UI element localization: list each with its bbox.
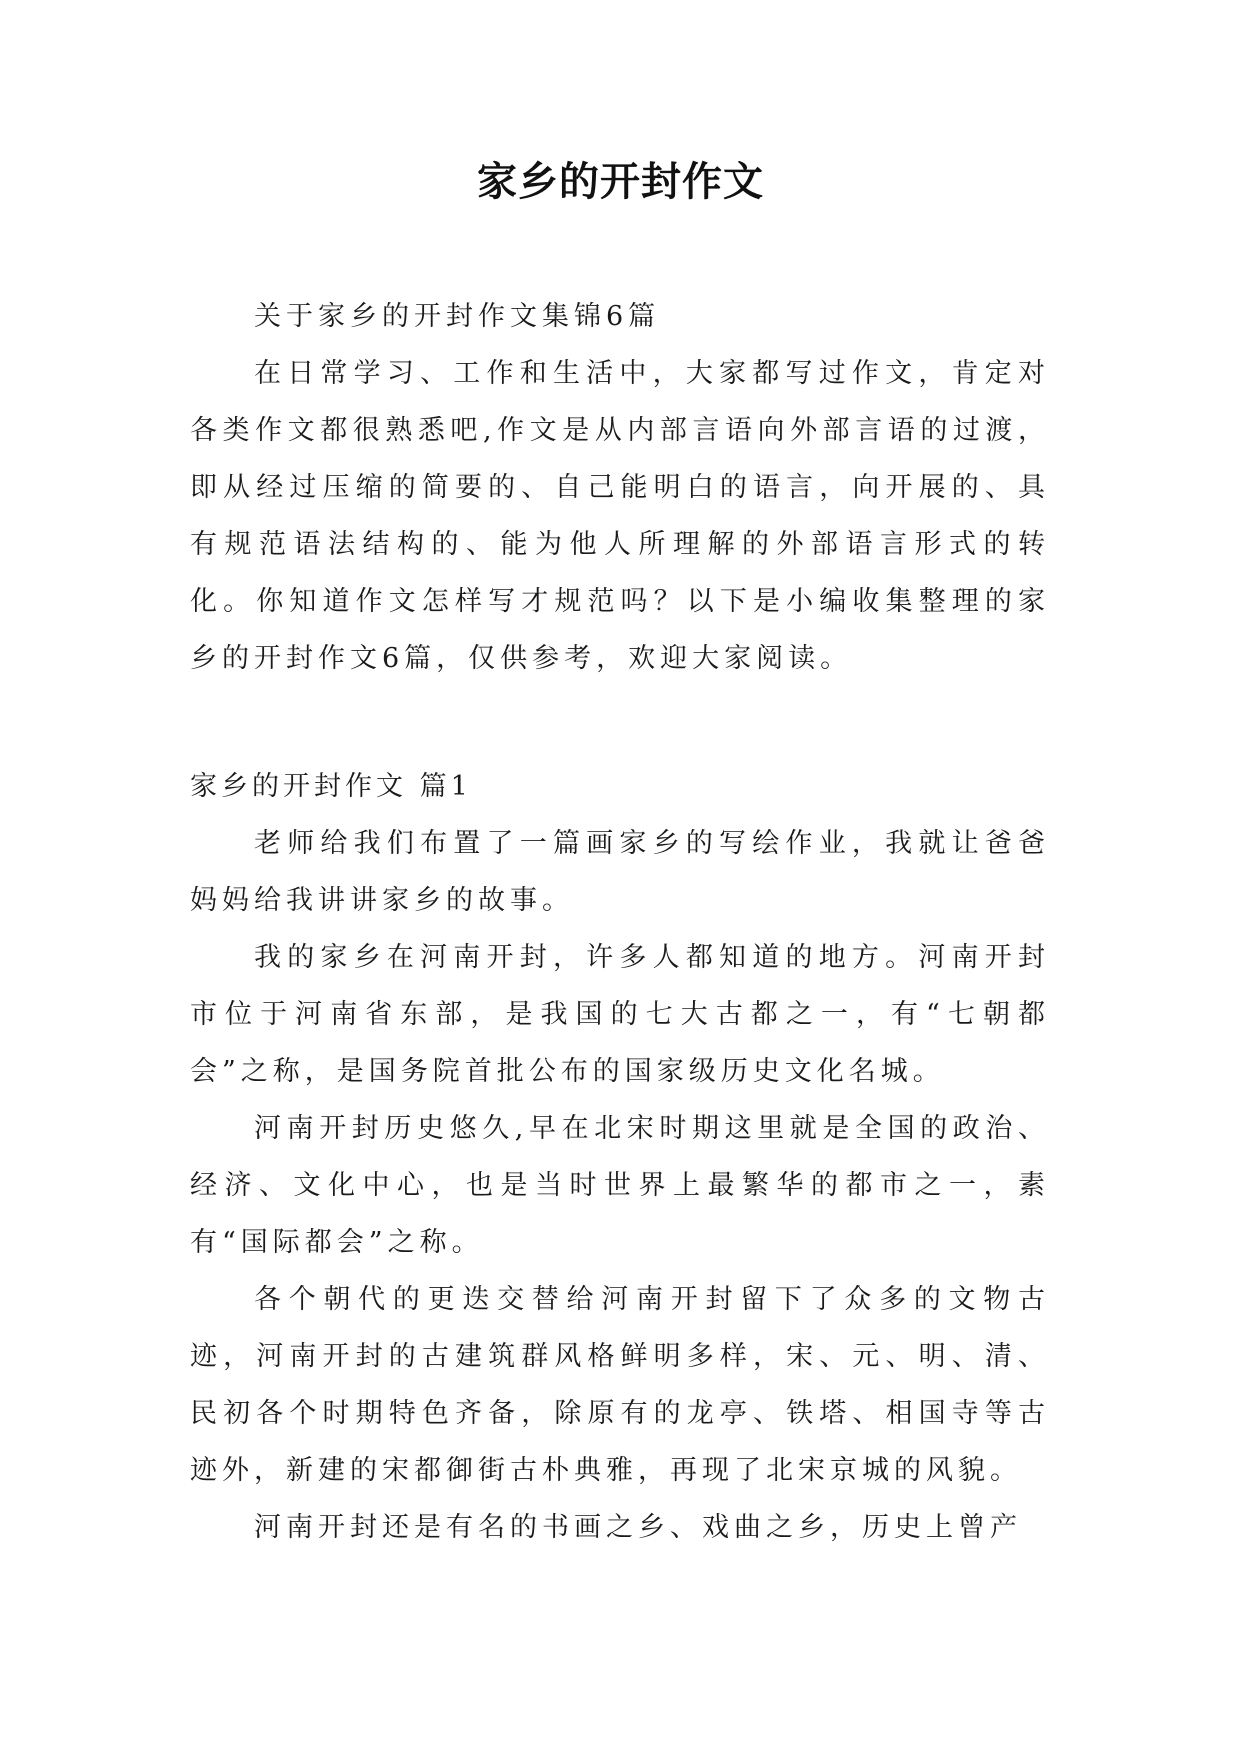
document-title: 家乡的开封作文: [477, 159, 764, 205]
section-paragraph: 我的家乡在河南开封，许多人都知道的地方。河南开封市位于河南省东部，是我国的七大古都之一，有“七朝都会”之称，是国务院首批公布的国家级历史文化名城。: [190, 942, 1050, 1087]
intro-block: [190, 288, 1050, 687]
section-paragraph: 河南开封历史悠久,早在北宋时期这里就是全国的政治、经济、文化中心，也是当时世界上最繁华的都市之一，素有“国际都会”之称。: [190, 1113, 1050, 1258]
essay-section: [190, 758, 1050, 1556]
section-heading: 家乡的开封作文 篇1: [190, 771, 472, 802]
section-paragraph: 河南开封还是有名的书画之乡、戏曲之乡，历史上曾产: [254, 1512, 1022, 1543]
intro-paragraph: 在日常学习、工作和生活中，大家都写过作文，肯定对各类作文都很熟悉吧,作文是从内部言语向外部言语的过渡，即从经过压缩的简要的、自己能明白的语言，向开展的、具有规范语法结构的、能为他人所理解的外部语言形式的转化。你知道作文怎样写才规范吗？以下是小编收集整理的家乡的开封作文6篇，仅供参考，欢迎大家阅读。: [190, 358, 1050, 674]
section-paragraph: 各个朝代的更迭交替给河南开封留下了众多的文物古迹，河南开封的古建筑群风格鲜明多样，宋、元、明、清、民初各个时期特色齐备，除原有的龙亭、铁塔、相国寺等古迹外，新建的宋都御街古朴典雅，再现了北宋京城的风貌。: [190, 1284, 1050, 1486]
intro-subtitle: 关于家乡的开封作文集锦6篇: [254, 301, 661, 332]
section-paragraph: 老师给我们布置了一篇画家乡的写绘作业，我就让爸爸妈妈给我讲讲家乡的故事。: [190, 828, 1050, 916]
